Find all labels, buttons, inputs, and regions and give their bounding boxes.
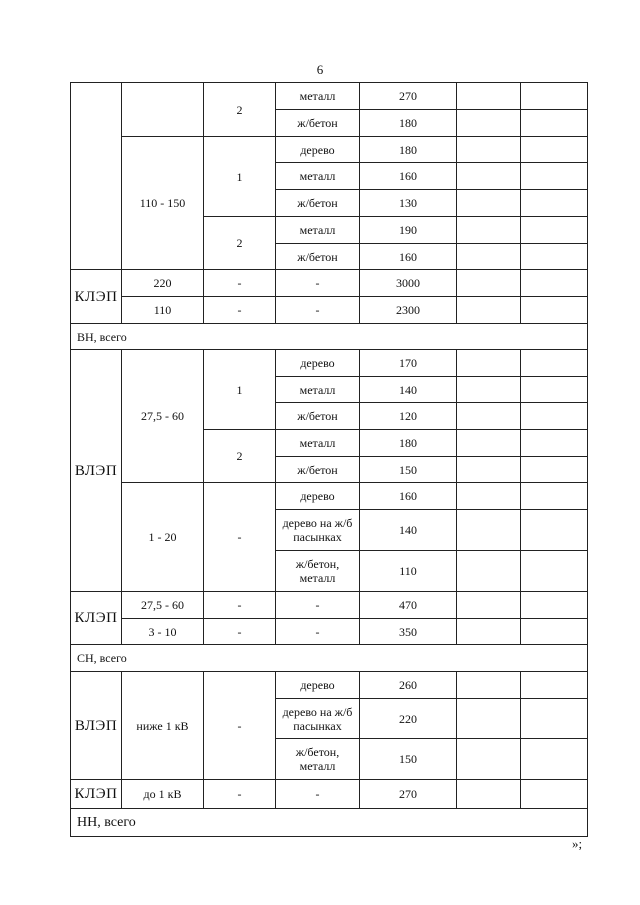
empty-cell xyxy=(521,110,588,137)
empty-cell xyxy=(457,483,521,510)
empty-cell xyxy=(457,403,521,430)
material-cell: металл xyxy=(276,163,360,190)
empty-cell xyxy=(521,483,588,510)
circuits-cell: - xyxy=(204,672,276,780)
subtotal-row-label: СН, всего xyxy=(71,645,588,672)
material-cell: металл xyxy=(276,217,360,244)
material-cell: металл xyxy=(276,83,360,110)
line-type-cell: КЛЭП xyxy=(71,270,122,324)
empty-cell xyxy=(457,190,521,217)
material-cell: ж/бетон xyxy=(276,244,360,270)
value-cell: 180 xyxy=(360,110,457,137)
voltage-cell: до 1 кВ xyxy=(122,780,204,809)
value-cell: 150 xyxy=(360,457,457,483)
empty-cell xyxy=(457,457,521,483)
value-cell: 2300 xyxy=(360,297,457,324)
circuits-cell: - xyxy=(204,297,276,324)
empty-cell xyxy=(457,699,521,739)
material-cell: - xyxy=(276,619,360,645)
material-cell: ж/бетон xyxy=(276,457,360,483)
material-cell: металл xyxy=(276,377,360,403)
circuits-cell: - xyxy=(204,619,276,645)
empty-cell xyxy=(521,780,588,809)
material-cell: металл xyxy=(276,430,360,457)
empty-cell xyxy=(521,217,588,244)
circuits-cell: 1 xyxy=(204,350,276,430)
value-cell: 160 xyxy=(360,244,457,270)
circuits-cell: 2 xyxy=(204,217,276,270)
empty-cell xyxy=(457,377,521,403)
subtotal-row-label: НН, всего xyxy=(71,809,588,837)
value-cell: 140 xyxy=(360,377,457,403)
circuits-cell: 1 xyxy=(204,137,276,217)
empty-cell xyxy=(521,297,588,324)
value-cell: 170 xyxy=(360,350,457,377)
value-cell: 270 xyxy=(360,83,457,110)
value-cell: 470 xyxy=(360,592,457,619)
material-cell: дерево xyxy=(276,672,360,699)
value-cell: 220 xyxy=(360,699,457,739)
empty-cell xyxy=(457,551,521,592)
value-cell: 350 xyxy=(360,619,457,645)
circuits-cell: - xyxy=(204,592,276,619)
circuits-cell: - xyxy=(204,483,276,592)
empty-cell xyxy=(457,672,521,699)
empty-cell xyxy=(457,163,521,190)
empty-cell xyxy=(521,137,588,163)
line-type-cell xyxy=(71,83,122,270)
material-cell: дерево xyxy=(276,483,360,510)
empty-cell xyxy=(521,672,588,699)
material-cell: дерево на ж/б пасынках xyxy=(276,510,360,551)
empty-cell xyxy=(521,739,588,780)
material-cell: ж/бетон, металл xyxy=(276,551,360,592)
closing-quote-mark: »; xyxy=(572,836,583,851)
empty-cell xyxy=(457,270,521,297)
voltage-cell: 3 - 10 xyxy=(122,619,204,645)
empty-cell xyxy=(457,137,521,163)
empty-cell xyxy=(457,739,521,780)
empty-cell xyxy=(521,457,588,483)
empty-cell xyxy=(457,510,521,551)
value-cell: 160 xyxy=(360,163,457,190)
material-cell: - xyxy=(276,270,360,297)
circuits-cell: - xyxy=(204,780,276,809)
voltage-cell: 27,5 - 60 xyxy=(122,350,204,483)
material-cell: дерево xyxy=(276,350,360,377)
subtotal-row-label: ВН, всего xyxy=(71,324,588,350)
empty-cell xyxy=(457,430,521,457)
line-type-cell: КЛЭП xyxy=(71,780,122,809)
material-cell: ж/бетон xyxy=(276,403,360,430)
empty-cell xyxy=(521,403,588,430)
value-cell: 190 xyxy=(360,217,457,244)
norms-table xyxy=(70,82,588,837)
material-cell: дерево xyxy=(276,137,360,163)
value-cell: 260 xyxy=(360,672,457,699)
circuits-cell: 2 xyxy=(204,83,276,137)
empty-cell xyxy=(521,592,588,619)
empty-cell xyxy=(521,350,588,377)
empty-cell xyxy=(457,619,521,645)
empty-cell xyxy=(457,244,521,270)
empty-cell xyxy=(521,83,588,110)
material-cell: ж/бетон xyxy=(276,190,360,217)
voltage-cell: 1 - 20 xyxy=(122,483,204,592)
empty-cell xyxy=(521,619,588,645)
material-cell: ж/бетон xyxy=(276,110,360,137)
value-cell: 110 xyxy=(360,551,457,592)
voltage-cell: ниже 1 кВ xyxy=(122,672,204,780)
circuits-cell: 2 xyxy=(204,430,276,483)
empty-cell xyxy=(457,217,521,244)
empty-cell xyxy=(521,270,588,297)
empty-cell xyxy=(521,163,588,190)
empty-cell xyxy=(457,83,521,110)
value-cell: 140 xyxy=(360,510,457,551)
voltage-cell: 220 xyxy=(122,270,204,297)
voltage-cell: 110 - 150 xyxy=(122,137,204,270)
empty-cell xyxy=(521,430,588,457)
line-type-cell: КЛЭП xyxy=(71,592,122,645)
voltage-cell: 27,5 - 60 xyxy=(122,592,204,619)
value-cell: 160 xyxy=(360,483,457,510)
line-type-cell: ВЛЭП xyxy=(71,672,122,780)
voltage-cell xyxy=(122,83,204,137)
value-cell: 270 xyxy=(360,780,457,809)
value-cell: 180 xyxy=(360,137,457,163)
empty-cell xyxy=(457,297,521,324)
material-cell: - xyxy=(276,780,360,809)
value-cell: 150 xyxy=(360,739,457,780)
empty-cell xyxy=(521,510,588,551)
empty-cell xyxy=(521,699,588,739)
empty-cell xyxy=(521,244,588,270)
page-number: 6 xyxy=(316,62,324,77)
empty-cell xyxy=(457,592,521,619)
empty-cell xyxy=(521,190,588,217)
empty-cell xyxy=(457,350,521,377)
value-cell: 120 xyxy=(360,403,457,430)
empty-cell xyxy=(521,377,588,403)
material-cell: дерево на ж/б пасынках xyxy=(276,699,360,739)
material-cell: - xyxy=(276,592,360,619)
empty-cell xyxy=(521,551,588,592)
value-cell: 3000 xyxy=(360,270,457,297)
voltage-cell: 110 xyxy=(122,297,204,324)
empty-cell xyxy=(457,110,521,137)
material-cell: - xyxy=(276,297,360,324)
material-cell: ж/бетон, металл xyxy=(276,739,360,780)
value-cell: 130 xyxy=(360,190,457,217)
line-type-cell: ВЛЭП xyxy=(71,350,122,592)
circuits-cell: - xyxy=(204,270,276,297)
empty-cell xyxy=(457,780,521,809)
value-cell: 180 xyxy=(360,430,457,457)
